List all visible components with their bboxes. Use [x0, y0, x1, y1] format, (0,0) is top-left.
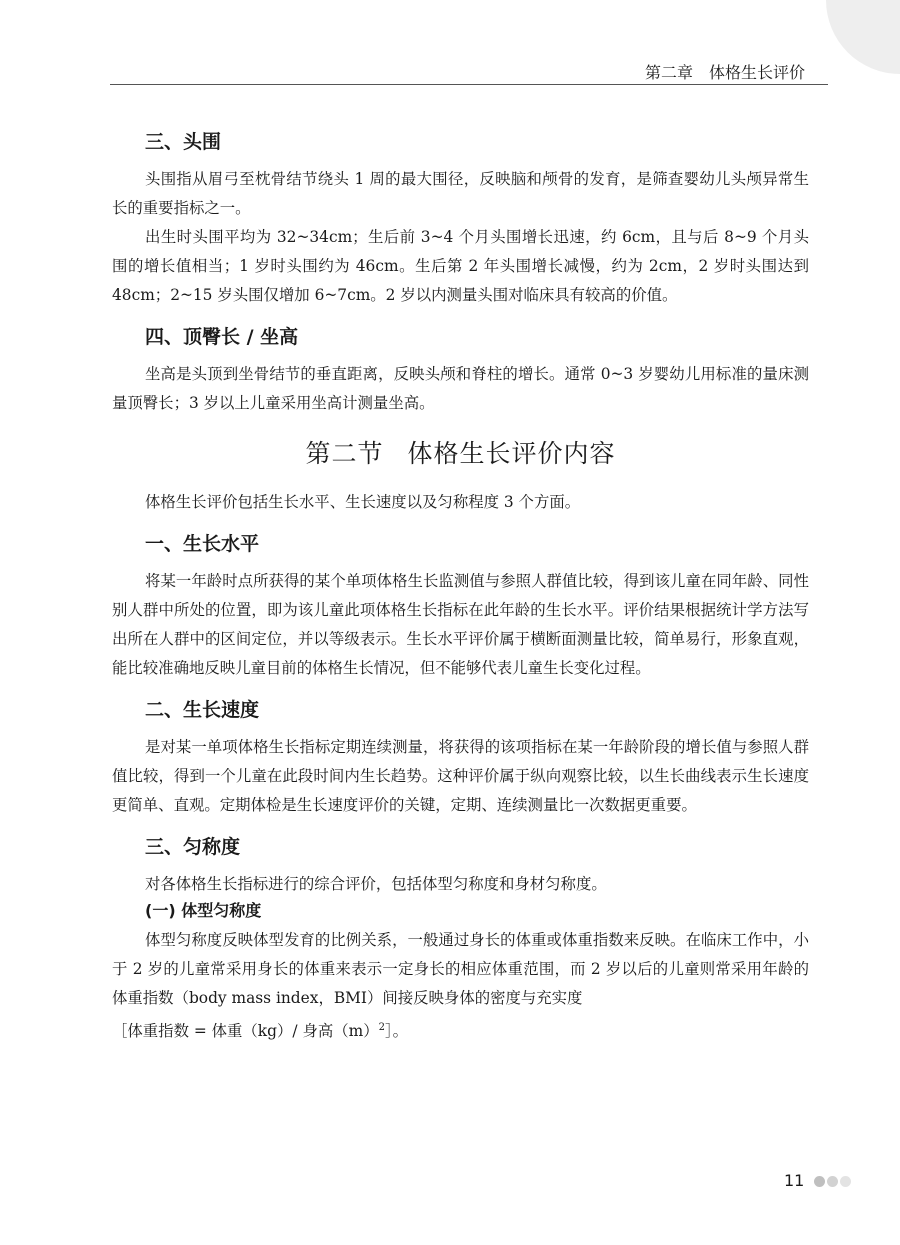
subheading-body-shape-symmetry: (一) 体型匀称度 — [145, 901, 262, 920]
page-dot — [814, 1176, 825, 1187]
heading-symmetry: 三、匀称度 — [145, 836, 241, 858]
heading-growth-level: 一、生长水平 — [145, 533, 260, 555]
heading-growth-rate: 二、生长速度 — [145, 699, 260, 721]
corner-decoration — [826, 0, 900, 74]
section-label: 第二节 — [305, 439, 384, 468]
paragraph: 体格生长评价包括生长水平、生长速度以及匀称程度 3 个方面。 — [145, 493, 581, 511]
page-body — [112, 128, 809, 1046]
page-dot — [827, 1176, 838, 1187]
paragraph: 对各体格生长指标进行的综合评价，包括体型匀称度和身材匀称度。 — [145, 875, 607, 893]
section-title — [112, 436, 809, 472]
chapter-title: 体格生长评价 — [708, 63, 805, 82]
paragraph: 头围指从眉弓至枕骨结节绕头 1 周的最大围径，反映脑和颅骨的发育，是筛查婴幼儿头颅异常生长的重要指标之一。 — [112, 170, 809, 217]
heading-head-circumference: 三、头围 — [145, 131, 222, 153]
paragraph: 坐高是头顶到坐骨结节的垂直距离，反映头颅和脊柱的增长。通常 0~3 岁婴幼儿用标准的量床测量顶臀长；3 岁以上儿童采用坐高计测量坐高。 — [112, 365, 809, 412]
paragraph: 出生时头围平均为 32~34cm；生后前 3~4 个月头围增长迅速，约 6cm，且与后 8~9 个月头围的增长值相当；1 岁时头围约为 46cm。生后第 2 年头围增长减慢，约为 2cm，2 岁时头围达到 48cm；2~15 岁头围仅增加 6~7cm。2 岁以内测量头围对临床具有较高的价值。 — [112, 228, 809, 304]
paragraph: 体型匀称度反映体型发育的比例关系，一般通过身长的体重或体重指数来反映。在临床工作中，小于 2 岁的儿童常采用身长的体重来表示一定身长的相应体重范围，而 2 岁以后的儿童则常采用年龄的体重指数（body mass index，BMI）间接反映身体的密度与充实度 — [112, 931, 809, 1007]
formula-superscript: 2 — [378, 1022, 385, 1033]
formula-main: ［体重指数 = 体重（kg）/ 身高（m） — [112, 1022, 379, 1041]
page-dot — [840, 1176, 851, 1187]
paragraph: 将某一年龄时点所获得的某个单项体格生长监测值与参照人群值比较，得到该儿童在同年龄、同性别人群中所处的位置，即为该儿童此项体格生长指标在此年龄的生长水平。评价结果根据统计学方法写出所在人群中的区间定位，并以等级表示。生长水平评价属于横断面测量比较，简单易行，形象直观，能比较准确地反映儿童目前的体格生长情况，但不能够代表儿童生长变化过程。 — [112, 572, 809, 677]
heading-sitting-height: 四、顶臀长 / 坐高 — [145, 326, 299, 348]
formula-end: ］。 — [384, 1022, 409, 1041]
paragraph: 是对某一单项体格生长指标定期连续测量，将获得的该项指标在某一年龄阶段的增长值与参照人群值比较，得到一个儿童在此段时间内生长趋势。这种评价属于纵向观察比较，以生长曲线表示生长速度更简单、直观。定期体检是生长速度评价的关键，定期、连续测量比一次数据更重要。 — [112, 738, 809, 814]
chapter-label: 第二章 — [644, 63, 693, 82]
section-name: 体格生长评价内容 — [407, 439, 616, 468]
bmi-formula — [112, 1013, 809, 1046]
running-header — [645, 60, 805, 83]
page-number: 11 — [784, 1171, 805, 1190]
header-rule — [110, 84, 828, 85]
